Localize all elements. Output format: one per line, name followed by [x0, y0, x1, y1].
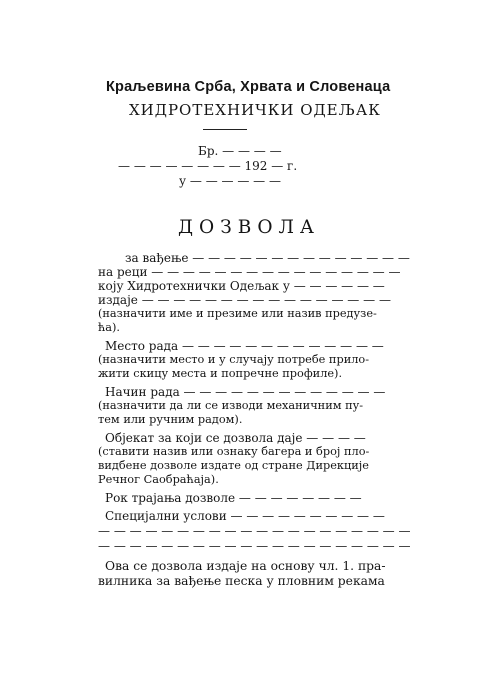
note-issued-to-1: (назначити име и презиме или назив предузе-	[98, 307, 377, 320]
field-validity: Рок трајања дозволе — — — — — — — —	[105, 491, 362, 505]
blank-line: — — — — — — — — — — — — — — — — — — — —	[98, 539, 411, 553]
field-issued-to: издаје — — — — — — — — — — — — — — — —	[98, 293, 391, 307]
header-divider	[203, 129, 247, 130]
note-work-place-1: (назначити место и у случају потребе прило-	[98, 353, 370, 366]
field-issuer: коју Хидротехнички Одељак у — — — — — —	[98, 279, 385, 293]
note-vessel-2: видбене дозволе издате од стране Дирекције	[98, 459, 369, 472]
closing-line-1: Ова се дозвола издаје на основу чл. 1. пра-	[105, 559, 386, 573]
field-work-method: Начин рада — — — — — — — — — — — — —	[105, 385, 386, 399]
field-river: на реци — — — — — — — — — — — — — — — —	[98, 265, 401, 279]
note-work-method-1: (назначити да ли се изводи механичним пу-	[98, 399, 364, 412]
document-title: ДОЗВОЛА	[178, 217, 320, 238]
field-special-conditions: Специјални услови — — — — — — — — — —	[105, 509, 385, 523]
note-work-method-2: тем или ручним радом).	[98, 413, 243, 426]
department-heading: ХИДРОТЕХНИЧКИ ОДЕЉАК	[129, 101, 381, 119]
kingdom-heading: Краљевина Срба, Хрвата и Словенаца	[106, 79, 391, 95]
closing-line-2: вилника за вађење песка у пловним рекама	[98, 574, 385, 588]
blank-line: — — — — — — — — — — — — — — — — — — — —	[98, 524, 411, 538]
reference-place: у — — — — — —	[179, 174, 281, 188]
note-vessel-3: Речног Саобраћаја).	[98, 473, 219, 486]
field-work-place: Место рада — — — — — — — — — — — — —	[105, 339, 384, 353]
field-vessel: Објекат за који се дозвола даје — — — —	[105, 431, 366, 445]
reference-date: — — — — — — — — 192 — г.	[118, 159, 298, 173]
reference-number: Бр. — — — —	[198, 144, 282, 158]
note-work-place-2: жити скицу места и попречне профиле).	[98, 367, 343, 380]
field-extraction: за вађење — — — — — — — — — — — — — —	[125, 251, 410, 265]
note-vessel-1: (ставити назив или ознаку багера и број пло-	[98, 445, 370, 458]
note-issued-to-2: ћа).	[98, 321, 121, 334]
